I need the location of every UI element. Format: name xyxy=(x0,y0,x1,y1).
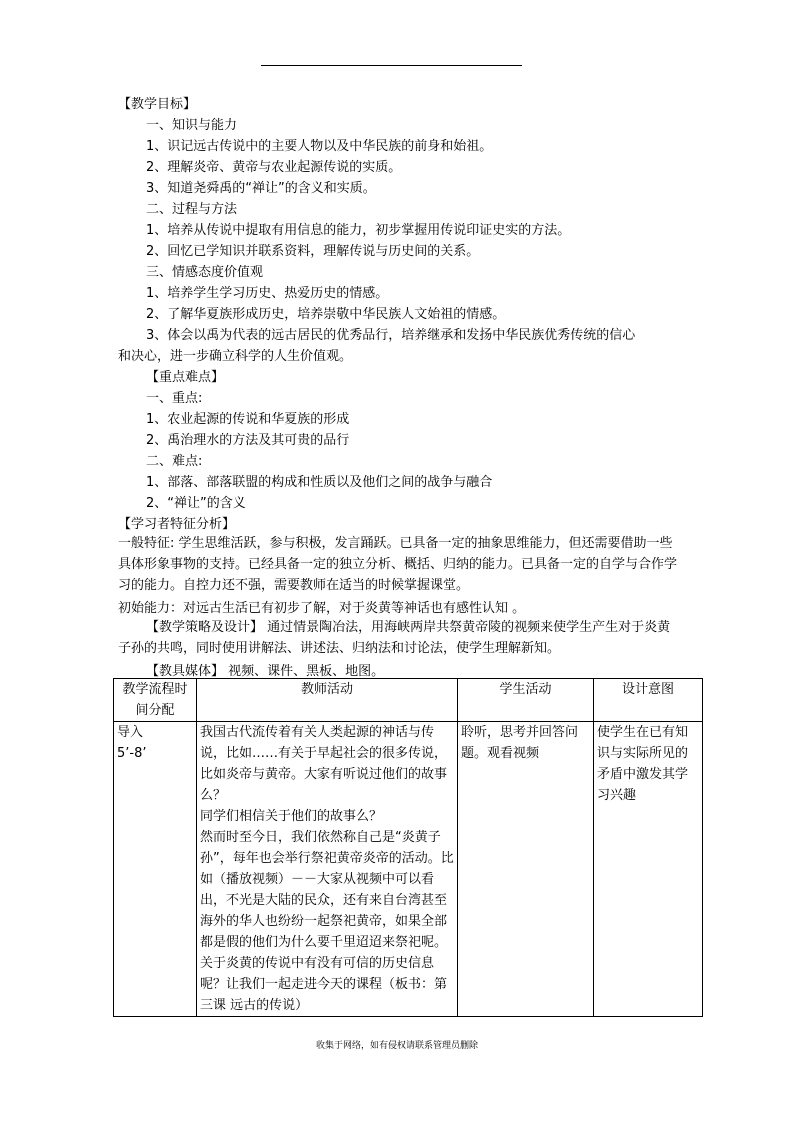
list-item: 1、农业起源的传说和华夏族的形成 xyxy=(146,412,350,427)
list-item: 1、部落、部落联盟的构成和性质以及他们之间的战争与融合 xyxy=(146,475,493,490)
table-header-row xyxy=(114,679,703,722)
lesson-flow-table xyxy=(113,678,703,1017)
header-cell-teacher: 教师活动 xyxy=(197,679,458,722)
table-row xyxy=(114,722,703,1017)
key-heading: 【重点难点】 xyxy=(146,370,225,385)
learner-general: 一般特征: 学生思维活跃，参与积极，发言踊跃。已具备一定的抽象思维能力，但还需要借助一些具体形象事物的支持。已经具备一定的独立分析、概括、归纳的能力。已具备一定的自学与合作学习的能力。自控力还不强，需要教师在适当的时候掌握课堂。 xyxy=(118,536,678,593)
learner-heading: 【学习者特征分析】 xyxy=(118,517,236,532)
header-cell-intent: 设计意图 xyxy=(594,679,703,722)
student-cell: 聆听，思考并回答问题。观看视频 xyxy=(458,722,594,1017)
learner-initial: 初始能力：对远古生活已有初步了解，对于炎黄等神话也有感性认知 。 xyxy=(118,601,526,616)
header-rule xyxy=(261,65,522,66)
objectives-heading: 【教学目标】 xyxy=(118,97,197,112)
list-item: 2、禹治理水的方法及其可贵的品行 xyxy=(146,433,350,448)
media-heading: 【教具媒体】 xyxy=(146,664,225,679)
intent-cell: 使学生在已有知识与实际所见的矛盾中激发其学习兴趣 xyxy=(594,722,703,1017)
focus-title: 一、重点: xyxy=(146,391,203,406)
difficulty-title: 二、难点: xyxy=(146,454,203,469)
section-knowledge: 一、知识与能力 xyxy=(146,118,238,133)
list-item: 1、培养学生学习历史、热爱历史的情感。 xyxy=(146,286,389,301)
media-text: 视频、课件、黑板、地图。 xyxy=(228,664,385,679)
section-values: 三、情感态度价值观 xyxy=(146,265,264,280)
flow-time: 5’-8’ xyxy=(117,746,147,761)
teacher-paragraph: 我国古代流传着有关人类起源的神话与传说，比如……有关于早起社会的很多传说，比如炎帝与黄帝。大家有听说过他们的故事么？ xyxy=(200,725,448,803)
footer-note: 收集于网络，如有侵权请联系管理员删除 xyxy=(315,1041,478,1051)
strategy-text: 通过情景陶冶法，用海峡两岸共祭黄帝陵的视频来使学生产生对于炎黄子孙的共鸣，同时使用讲解法、讲述法、归纳法和讨论法，使学生理解新知。 xyxy=(118,620,671,656)
flow-step: 导入 xyxy=(117,725,144,740)
teacher-paragraph: 同学们相信关于他们的故事么？ xyxy=(200,809,383,824)
teacher-cell xyxy=(197,722,458,1017)
list-item: 2、了解华夏族形成历史，培养崇敬中华民族人文始祖的情感。 xyxy=(146,307,506,322)
section-process: 二、过程与方法 xyxy=(146,202,238,217)
strategy-heading: 【教学策略及设计】 xyxy=(146,620,264,635)
header-cell-flow: 教学流程时间分配 xyxy=(114,679,197,722)
list-item: 1、培养从传说中提取有用信息的能力，初步掌握用传说印证史实的方法。 xyxy=(146,223,571,238)
header-cell-student: 学生活动 xyxy=(458,679,594,722)
list-item: 2、理解炎帝、黄帝与农业起源传说的实质。 xyxy=(146,160,402,175)
list-item: 2、“禅让”的含义 xyxy=(146,496,246,511)
flow-cell xyxy=(114,722,197,1017)
list-item: 1、识记远古传说中的主要人物以及中华民族的前身和始祖。 xyxy=(146,139,493,154)
list-item: 和决心，进一步确立科学的人生价值观。 xyxy=(118,349,353,364)
list-item: 2、回忆已学知识并联系资料，理解传说与历史间的关系。 xyxy=(146,244,480,259)
list-item: 3、体会以禹为代表的远古居民的优秀品行，培养继承和发扬中华民族优秀传统的信心 xyxy=(146,328,636,343)
strategy-paragraph xyxy=(118,617,678,659)
list-item: 3、知道尧舜禹的“禅让”的含义和实质。 xyxy=(146,181,376,196)
teacher-paragraph: 然而时至今日，我们依然称自己是“炎黄子孙”，每年也会举行祭祀黄帝炎帝的活动。比如（播放视频）－－大家从视频中可以看出，不光是大陆的民众，还有来自台湾甚至海外的华人也纷纷一起祭祀黄帝，如果全部都是假的他们为什么要千里迢迢来祭祀呢。关于炎黄的传说中有没有可信的历史信息呢？让我们一起走进今天的课程（板书：第三课 远古的传说） xyxy=(200,830,454,1013)
